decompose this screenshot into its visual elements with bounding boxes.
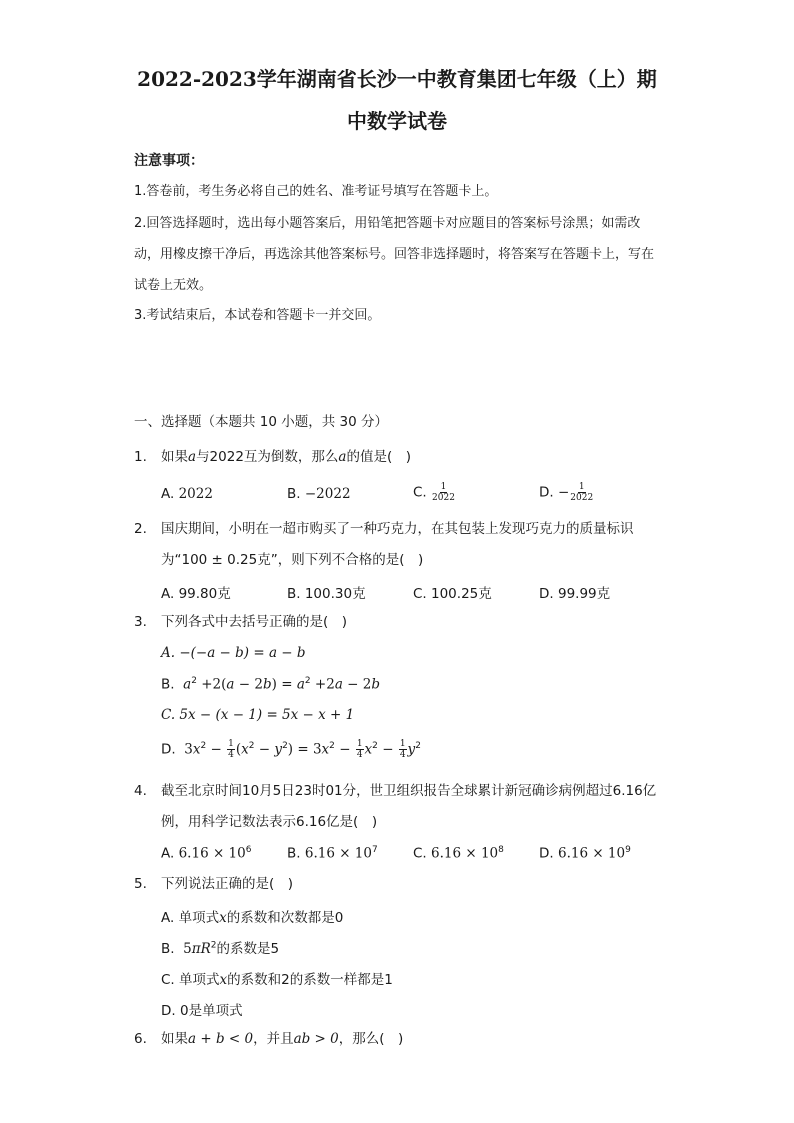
question-2-option-a: A. 99.80克 xyxy=(161,586,231,602)
question-4-text: 截至北京时间10月5日23时01分，世卫组织报告全球累计新冠确诊病例超过6.16亿例，用科学记数法表示6.16亿是( ) xyxy=(161,783,657,830)
question-1-option-a: A. 2022 xyxy=(161,486,213,502)
question-4-option-a: A. $6.16 \times 10^6$ xyxy=(161,845,252,862)
question-1-option-c: C. $\frac{1}{2022}$ xyxy=(413,482,455,503)
exam-title-line-2: 中数学试卷 xyxy=(347,109,447,133)
question-2-option-d: D. 99.99克 xyxy=(539,586,611,602)
section-heading: 一、选择题（本题共 10 小题，共 30 分） xyxy=(134,414,389,430)
question-1-option-d: D. − $\frac{1}{2022}$ xyxy=(539,482,594,503)
question-2-option-c: C. 100.25克 xyxy=(413,586,492,602)
question-2-option-b: B. 100.30克 xyxy=(287,586,366,602)
question-3-text: 下列各式中去括号正确的是( ) xyxy=(161,614,348,630)
question-5-text: 下列说法正确的是( ) xyxy=(161,876,294,892)
question-2-number: 2. xyxy=(134,521,147,537)
question-6-number: 6. xyxy=(134,1031,147,1047)
note-item-2: 2.回答选择题时，选出每小题答案后，用铅笔把答题卡对应题目的答案标号涂黑；如需改动，用橡皮擦干净后，再选涂其他答案标号。回答非选择题时，将答案写在答题卡上，写在试卷上无效。 xyxy=(134,216,655,293)
question-4-option-d: D. $6.16 \times 10^9$ xyxy=(539,845,631,862)
note-item-1: 1.答卷前，考生务必将自己的姓名、准考证号填写在答题卡上。 xyxy=(134,184,498,199)
question-1-number: 1. xyxy=(134,449,147,465)
note-item-3: 3.考试结束后，本试卷和答题卡一并交回。 xyxy=(134,308,381,323)
notes-heading: 注意事项： xyxy=(134,153,204,169)
question-5-option-c: C. 单项式x的系数和2的系数一样都是1 xyxy=(161,972,393,988)
question-1-option-b: B. −2022 xyxy=(287,486,351,502)
question-3-option-d: D. $3x^2$ − $\frac{1}{4}$ $(x^2 - y^2) = 3x^2$ − $\frac{1}{4}$ $x^2$ − $\frac{1}{4}$ $y^2$ xyxy=(161,739,421,760)
question-5-option-a: A. 单项式x的系数和次数都是0 xyxy=(161,910,344,926)
question-2-text: 国庆期间，小明在一超市购买了一种巧克力，在其包装上发现巧克力的质量标识为“100 ± 0.25克”，则下列不合格的是( ) xyxy=(161,521,634,568)
question-3-option-b: B. $a^2 +2(a - 2b) = a^2 +2a - 2b$ xyxy=(161,676,381,693)
exam-title-line-1: 2022-2023学年湖南省长沙一中教育集团七年级（上）期 xyxy=(137,67,657,91)
question-4-number: 4. xyxy=(134,783,147,799)
question-3-number: 3. xyxy=(134,614,147,630)
question-3-option-c: C. 5x − (x − 1) = 5x − x + 1 xyxy=(161,707,355,723)
question-3-option-a: A. −(−a − b) = a − b xyxy=(161,645,306,661)
question-4-option-b: B. $6.16 \times 10^7$ xyxy=(287,845,378,862)
question-6-text: 如果a + b < 0，并且ab > 0，那么( ) xyxy=(161,1031,404,1047)
question-5-option-d: D. 0是单项式 xyxy=(161,1003,243,1019)
question-5-option-b: B. $5\pi R^2$的系数是5 xyxy=(161,940,280,957)
question-4-option-c: C. $6.16 \times 10^8$ xyxy=(413,845,504,862)
question-1-text: 如果a与2022互为倒数，那么a的值是( ) xyxy=(161,449,412,465)
question-5-number: 5. xyxy=(134,876,147,892)
